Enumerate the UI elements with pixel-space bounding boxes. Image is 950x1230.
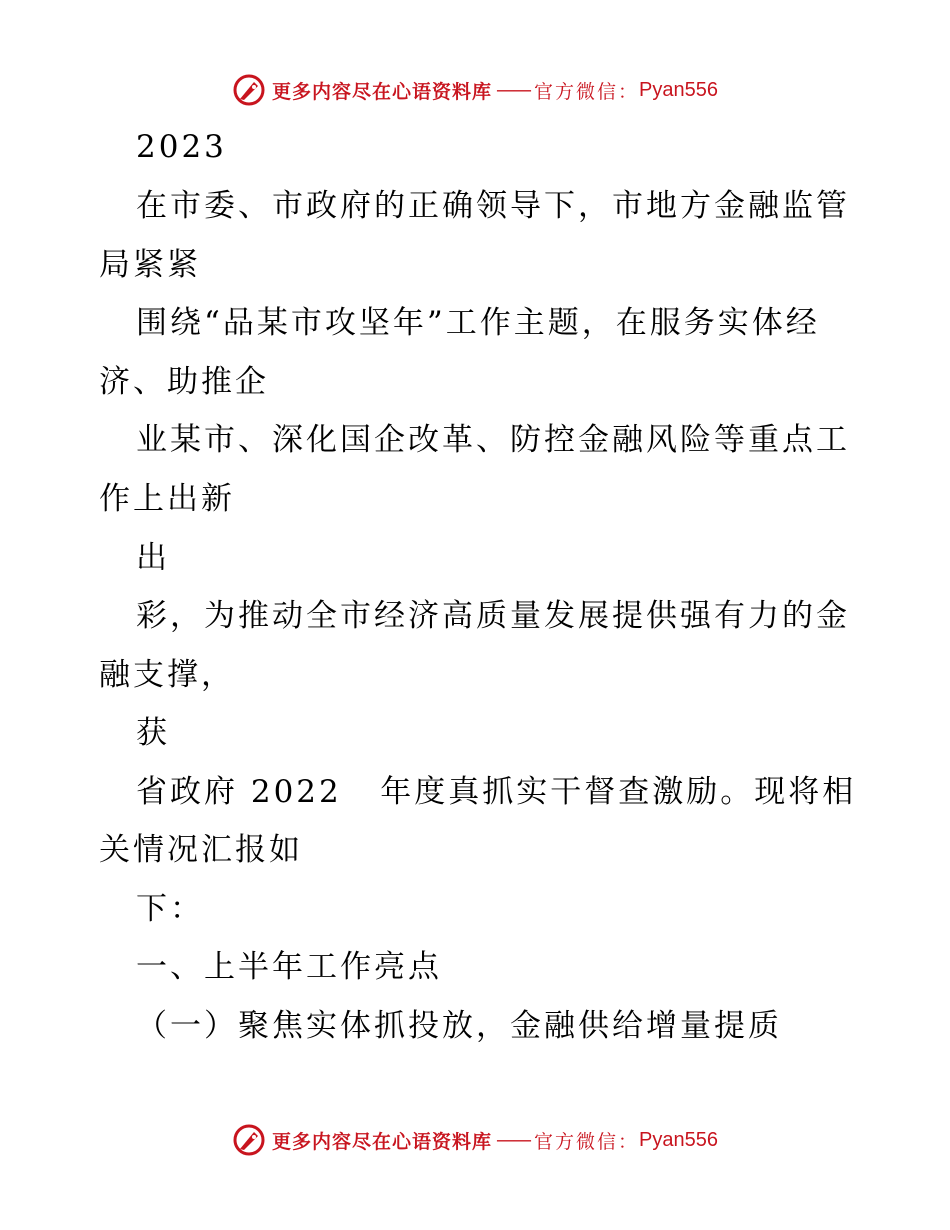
doc-line: 出 (136, 540, 170, 576)
doc-line: 作上出新 (99, 481, 235, 517)
doc-line: 融支撑， (99, 657, 235, 693)
banner-wechat-id: Pyan556 (639, 1128, 718, 1151)
doc-line: 在市委、市政府的正确领导下，市地方金融监管 (136, 188, 850, 224)
pen-nib-logo-icon (232, 73, 266, 107)
banner-dash: —— (496, 79, 531, 101)
doc-line-year: 2023 (136, 129, 227, 165)
banner-wechat-label: 官方微信： (534, 80, 640, 103)
doc-line: 下： (136, 891, 204, 927)
doc-line: 业某市、深化国企改革、防控金融风险等重点工 (136, 422, 850, 458)
subsection-heading: （一）聚焦实体抓投放，金融供给增量提质 (136, 1008, 782, 1044)
pen-nib-logo-icon (232, 1123, 266, 1157)
banner-wechat-id: Pyan556 (639, 78, 718, 101)
banner-dash: —— (496, 1129, 531, 1151)
doc-line: 局紧紧 (99, 247, 201, 283)
footer-watermark-banner (0, 1120, 950, 1160)
banner-slogan: 更多内容尽在心语资料库 (272, 1130, 493, 1153)
section-heading: 一、上半年工作亮点 (136, 949, 442, 985)
doc-line: 获 (136, 715, 170, 751)
doc-line: 围绕“品某市攻坚年”工作主题，在服务实体经 (136, 305, 820, 341)
header-watermark-banner (0, 70, 950, 110)
doc-line: 省政府 2022 年度真抓实干督查激励。现将相 (136, 774, 857, 810)
banner-wechat-label: 官方微信： (534, 1130, 640, 1153)
doc-line: 彩，为推动全市经济高质量发展提供强有力的金 (136, 598, 850, 634)
doc-line: 济、助推企 (99, 364, 269, 400)
banner-slogan: 更多内容尽在心语资料库 (272, 80, 493, 103)
doc-line: 关情况汇报如 (99, 832, 303, 868)
